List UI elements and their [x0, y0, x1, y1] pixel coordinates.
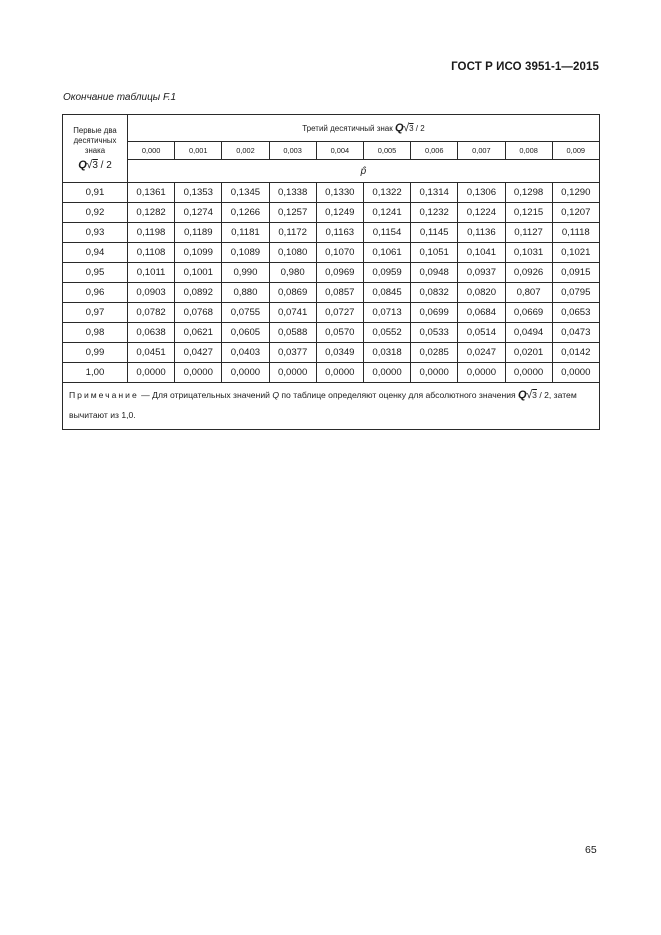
corner-line: знака	[84, 146, 106, 155]
table-cell: 0,1136	[458, 223, 505, 243]
table-cell: 0,0820	[458, 283, 505, 303]
table-cell: 0,1314	[411, 183, 458, 203]
page-number: 65	[585, 844, 597, 856]
row-header-label	[63, 115, 128, 183]
table-cell: 0,0533	[411, 323, 458, 343]
table-cell: 0,1298	[505, 183, 552, 203]
table-cell: 0,0903	[128, 283, 175, 303]
table-row	[63, 323, 600, 343]
table-cell: 0,0869	[269, 283, 316, 303]
table-cell: 0,0000	[222, 363, 269, 383]
table-cell: 0,0857	[316, 283, 363, 303]
table-cell: 0,1154	[363, 223, 410, 243]
table-cell: 0,0000	[269, 363, 316, 383]
table-cell: 0,1041	[458, 243, 505, 263]
digit-header: 0,004	[316, 142, 363, 160]
column-group-header: Третий десятичный знак Q√3 / 2	[128, 115, 600, 142]
row-label: 0,94	[63, 243, 128, 263]
row-label: 1,00	[63, 363, 128, 383]
table-cell: 0,0285	[411, 343, 458, 363]
table-row	[63, 303, 600, 323]
table-cell: 0,0755	[222, 303, 269, 323]
table-cell: 0,0741	[269, 303, 316, 323]
digit-header: 0,006	[411, 142, 458, 160]
row-label: 0,98	[63, 323, 128, 343]
table-cell: 0,1345	[222, 183, 269, 203]
digit-header: 0,007	[458, 142, 505, 160]
row-label: 0,95	[63, 263, 128, 283]
row-label: 0,96	[63, 283, 128, 303]
table-cell: 0,1241	[363, 203, 410, 223]
digit-header: 0,001	[175, 142, 222, 160]
table-cell: 0,0552	[363, 323, 410, 343]
table-cell: 0,1051	[411, 243, 458, 263]
table-cell: 0,1172	[269, 223, 316, 243]
table-cell: 0,1070	[316, 243, 363, 263]
table-cell: 0,0247	[458, 343, 505, 363]
table-row	[63, 363, 600, 383]
formula-q-sqrt3-over-2: Q√3 / 2	[395, 122, 425, 134]
table-cell: 0,0713	[363, 303, 410, 323]
table-cell: 0,0795	[552, 283, 599, 303]
table-cell: 0,0782	[128, 303, 175, 323]
table-cell: 0,880	[222, 283, 269, 303]
table-cell: 0,0000	[458, 363, 505, 383]
table-cell: 0,1353	[175, 183, 222, 203]
table-cell: 0,0473	[552, 323, 599, 343]
table-row	[63, 343, 600, 363]
table-cell: 0,1249	[316, 203, 363, 223]
table-cell: 0,1207	[552, 203, 599, 223]
table-cell: 0,0000	[411, 363, 458, 383]
table-cell: 0,1127	[505, 223, 552, 243]
table-cell: 0,0000	[175, 363, 222, 383]
table-cell: 0,1061	[363, 243, 410, 263]
table-cell: 0,0768	[175, 303, 222, 323]
table-cell: 0,0000	[552, 363, 599, 383]
table-cell: 0,0142	[552, 343, 599, 363]
table-cell: 0,1361	[128, 183, 175, 203]
row-label: 0,91	[63, 183, 128, 203]
table-note: Примечание — Для отрицательных значений Q по таблице определяют оценку для абсолютного значения Q√3 / 2, затем вычитают из 1,0.	[63, 383, 600, 430]
digit-header: 0,005	[363, 142, 410, 160]
table-cell: 0,0638	[128, 323, 175, 343]
table-cell: 0,0000	[316, 363, 363, 383]
table-cell: 0,1080	[269, 243, 316, 263]
table-cell: 0,1290	[552, 183, 599, 203]
table-cell: 0,0588	[269, 323, 316, 343]
table-cell: 0,0201	[505, 343, 552, 363]
table-cell: 0,0000	[128, 363, 175, 383]
table-cell: 0,1198	[128, 223, 175, 243]
table-row	[63, 223, 600, 243]
row-label: 0,93	[63, 223, 128, 243]
table-row	[63, 283, 600, 303]
table-cell: 0,1322	[363, 183, 410, 203]
digit-header: 0,008	[505, 142, 552, 160]
table-cell: 0,0669	[505, 303, 552, 323]
table-cell: 0,0937	[458, 263, 505, 283]
table-cell: 0,0699	[411, 303, 458, 323]
note-label: Примечание	[69, 390, 139, 400]
table-cell: 0,0959	[363, 263, 410, 283]
table-cell: 0,0653	[552, 303, 599, 323]
table-cell: 0,1108	[128, 243, 175, 263]
table-cell: 0,1189	[175, 223, 222, 243]
table-cell: 0,0318	[363, 343, 410, 363]
table-cell: 0,1257	[269, 203, 316, 223]
table-cell: 0,0514	[458, 323, 505, 343]
table-cell: 0,1306	[458, 183, 505, 203]
table-cell: 0,0000	[363, 363, 410, 383]
digit-header: 0,002	[222, 142, 269, 160]
table-cell: 0,1031	[505, 243, 552, 263]
table-cell: 0,0948	[411, 263, 458, 283]
table-cell: 0,0915	[552, 263, 599, 283]
table-cell: 0,1232	[411, 203, 458, 223]
table-cell: 0,1099	[175, 243, 222, 263]
table-cell: 0,0349	[316, 343, 363, 363]
table-cell: 0,0684	[458, 303, 505, 323]
table-cell: 0,1118	[552, 223, 599, 243]
table-cell: 0,1163	[316, 223, 363, 243]
corner-line: Первые два	[73, 126, 117, 135]
table-cell: 0,0427	[175, 343, 222, 363]
table-cell: 0,807	[505, 283, 552, 303]
row-label: 0,92	[63, 203, 128, 223]
table-cell: 0,1215	[505, 203, 552, 223]
table-cell: 0,0451	[128, 343, 175, 363]
table-cell: 0,0621	[175, 323, 222, 343]
table-cell: 0,0605	[222, 323, 269, 343]
row-label: 0,99	[63, 343, 128, 363]
table-row	[63, 203, 600, 223]
digit-header: 0,000	[128, 142, 175, 160]
table-cell: 0,0845	[363, 283, 410, 303]
lookup-table	[62, 114, 600, 430]
table-cell: 0,1089	[222, 243, 269, 263]
formula-q-sqrt3-over-2: Q√3 / 2	[78, 159, 112, 171]
table-cell: 0,1282	[128, 203, 175, 223]
digit-header: 0,003	[269, 142, 316, 160]
rho-hat-label: p̂	[128, 160, 600, 183]
table-cell: 0,0832	[411, 283, 458, 303]
table-cell: 0,1330	[316, 183, 363, 203]
table-row	[63, 243, 600, 263]
table-cell: 0,0727	[316, 303, 363, 323]
table-row	[63, 263, 600, 283]
table-cell: 0,0494	[505, 323, 552, 343]
table-cell: 0,1266	[222, 203, 269, 223]
row-label: 0,97	[63, 303, 128, 323]
table-cell: 0,0403	[222, 343, 269, 363]
table-caption: Окончание таблицы F.1	[63, 92, 177, 103]
table-row	[63, 183, 600, 203]
table-cell: 0,980	[269, 263, 316, 283]
formula-q-sqrt3-over-2: Q√3 / 2	[518, 389, 549, 401]
table-cell: 0,990	[222, 263, 269, 283]
table-cell: 0,1001	[175, 263, 222, 283]
document-id: ГОСТ Р ИСО 3951-1—2015	[451, 61, 599, 73]
digit-header: 0,009	[552, 142, 599, 160]
table-cell: 0,1338	[269, 183, 316, 203]
table-cell: 0,0892	[175, 283, 222, 303]
table-cell: 0,0969	[316, 263, 363, 283]
table-cell: 0,1145	[411, 223, 458, 243]
table-cell: 0,1274	[175, 203, 222, 223]
table-cell: 0,1021	[552, 243, 599, 263]
table-cell: 0,1011	[128, 263, 175, 283]
table-cell: 0,0000	[505, 363, 552, 383]
corner-line: десятичных	[73, 136, 117, 145]
table-cell: 0,0570	[316, 323, 363, 343]
table-cell: 0,1224	[458, 203, 505, 223]
table-cell: 0,0377	[269, 343, 316, 363]
table-cell: 0,0926	[505, 263, 552, 283]
table-cell: 0,1181	[222, 223, 269, 243]
